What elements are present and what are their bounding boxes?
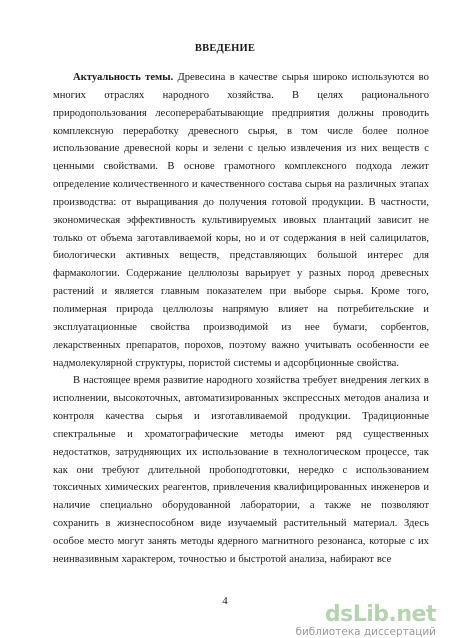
text-line: токсичных химических реагентов, привлечения квалифицированных инженеров и [53, 482, 429, 494]
text-line: особое место могут занять методы ядерного магнитного резонанса, которые с их [53, 535, 429, 547]
text-line: ценными свойствами. В основе грамотного комплексного подхода лежит [53, 161, 429, 173]
watermark-logo: dsLib.net [324, 602, 436, 627]
text-line: только от объема заготавливаемой коры, но и от содержания в ней салицилатов, [53, 232, 429, 244]
page-number: 4 [222, 596, 228, 607]
text-line: надмолекулярной структуры, пористой системы и адсорбционные свойства. [53, 357, 400, 369]
text-line: В настоящее время развитие народного хозяйства требует внедрения легких в [73, 375, 429, 387]
text-line: контроля качества сырья и изготавливаемой продукции. Традиционные [53, 411, 429, 423]
watermark [295, 602, 436, 638]
text-line: многих отраслях народного хозяйства. В целях рационального [53, 89, 429, 101]
text-line: сохранить в жизнеспособном виде изучаемый растительный материал. Здесь [53, 518, 429, 530]
text-line: наличие специально оборудованной лаборатории, а также не позволяют [53, 500, 429, 512]
text-line: неинвазивным характером, точностью и быстротой анализа, набирают все [53, 553, 392, 565]
text-line: растений и является главным показателем при выборе сырья. Кроме того, [53, 286, 429, 298]
page-title: ВВЕДЕНИЕ [194, 43, 256, 54]
body-text [53, 69, 429, 569]
text-line: производства: от выращивания до получения готовой продукции. В частности, [53, 196, 429, 208]
watermark-subtitle: библиотека диссертаций [295, 626, 436, 638]
text-line: фармакологии. Содержание целлюлозы варьирует у разных пород древесных [53, 268, 429, 280]
text-line: экономическая эффективность культивируемых ивовых плантаций зависит не [53, 214, 429, 226]
text-line: Актуальность темы. Древесина в качестве сырья широко используются во [73, 72, 429, 83]
text-line: лекарственных препаратов, порохов, поэтому важно учитывать особенности ее [53, 339, 429, 351]
text-line: недостатков, затрудняющих их использование в технологическом процессе, так [53, 446, 429, 458]
text-line: исполнении, высокоточных, автоматизированных экспрессных методов анализа и [53, 393, 429, 405]
text-line: биологически активных веществ, представляющих большой интерес для [53, 250, 429, 262]
text-line: комплексную переработку древесного сырья, в том числе более полное [53, 125, 429, 137]
text-line: спектральные и хроматографические методы имеют ряд существенных [53, 428, 429, 440]
text-line: как они требуют длительной пробоподготовки, нередко с использованием [53, 464, 429, 476]
text-line: определение количественного и качественного состава сырья на различных этапах [53, 179, 429, 191]
text-line: использование древесной коры и зелени с целью извлечения из них веществ с [53, 143, 429, 155]
text-line: природопользования лесоперерабатывающие предприятия должны проводить [53, 107, 429, 119]
text-line: полимерная природа целлюлозы напрямую влияет на потребительские и [53, 303, 429, 315]
text-line: эксплуатационные свойства производимой из нее бумаги, сорбентов, [53, 321, 429, 333]
